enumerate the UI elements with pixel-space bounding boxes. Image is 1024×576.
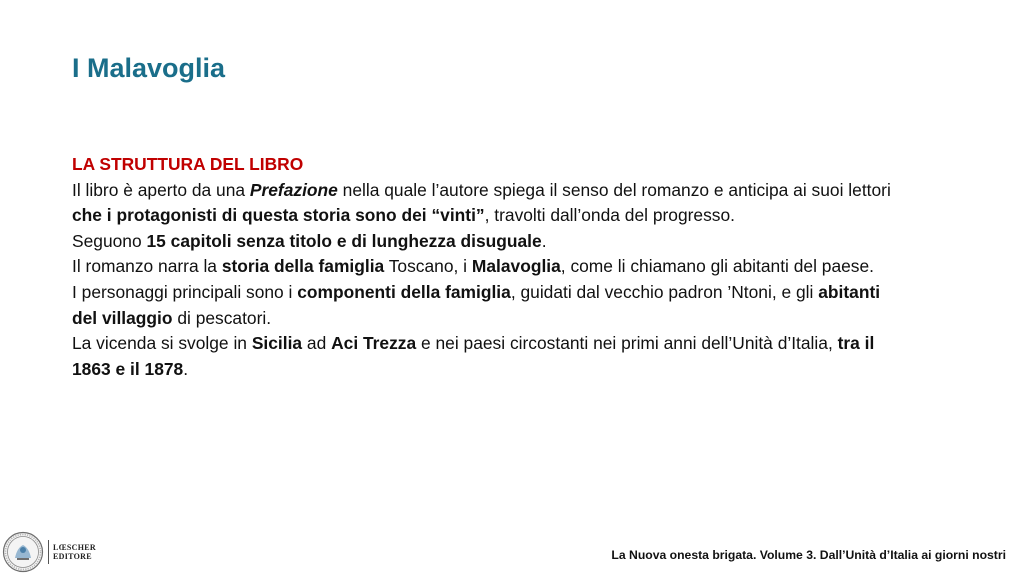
loescher-seal-icon (2, 531, 44, 573)
text: Seguono (72, 230, 147, 251)
emphasis-date: tra il 1863 e il 1878 (72, 333, 875, 379)
paragraph-famiglia (72, 254, 892, 280)
emphasis-prefazione: Prefazione (249, 179, 338, 200)
text: Toscano, i (384, 256, 472, 277)
logo-line-1: LŒSCHER (53, 543, 96, 552)
emphasis-capitoli: 15 capitoli senza titolo e di lunghezza disuguale (146, 230, 542, 251)
text: nella quale l’autore spiega il senso del romanzo e anticipa ai suoi lettori (337, 179, 891, 200)
text: , travolti dall’onda del progresso. (484, 205, 735, 226)
text: e nei paesi circostanti nei primi anni dell’Unità d’Italia, (416, 333, 838, 354)
text: La vicenda si svolge in (72, 333, 252, 354)
slide-content (72, 152, 892, 382)
text: , come li chiamano gli abitanti del paese. (560, 256, 874, 277)
section-heading: LA STRUTTURA DEL LIBRO (72, 154, 304, 174)
text: . (541, 230, 547, 251)
paragraph-prefazione (72, 178, 892, 229)
logo-divider (48, 540, 49, 564)
emphasis-aci-trezza: Aci Trezza (331, 333, 417, 354)
text: ad (302, 333, 332, 354)
emphasis-vinti: che i protagonisti di questa storia sono dei “vinti” (72, 205, 485, 226)
page-title: I Malavoglia (72, 53, 226, 83)
paragraph-vicenda (72, 331, 892, 382)
paragraph-personaggi (72, 280, 892, 331)
publisher-logo (2, 530, 96, 574)
logo-line-2: EDITORE (53, 552, 92, 561)
text: Il libro è aperto da una (72, 179, 250, 200)
text: di pescatori. (172, 307, 272, 328)
text: Il romanzo narra la (72, 256, 222, 277)
text: . (183, 358, 189, 379)
emphasis-storia-famiglia: storia della famiglia (221, 256, 385, 277)
text: I personaggi principali sono i (72, 281, 298, 302)
emphasis-sicilia: Sicilia (251, 333, 303, 354)
paragraph-capitoli (72, 229, 892, 255)
logo-text (53, 543, 96, 561)
text: , guidati dal vecchio padron ’Ntoni, e gli (510, 281, 819, 302)
emphasis-malavoglia: Malavoglia (471, 256, 561, 277)
emphasis-componenti: componenti della famiglia (297, 281, 511, 302)
footer-caption: La Nuova onesta brigata. Volume 3. Dall’Unità d’Italia ai giorni nostri (611, 548, 1006, 562)
emphasis-abitanti: abitanti del villaggio (72, 281, 881, 328)
